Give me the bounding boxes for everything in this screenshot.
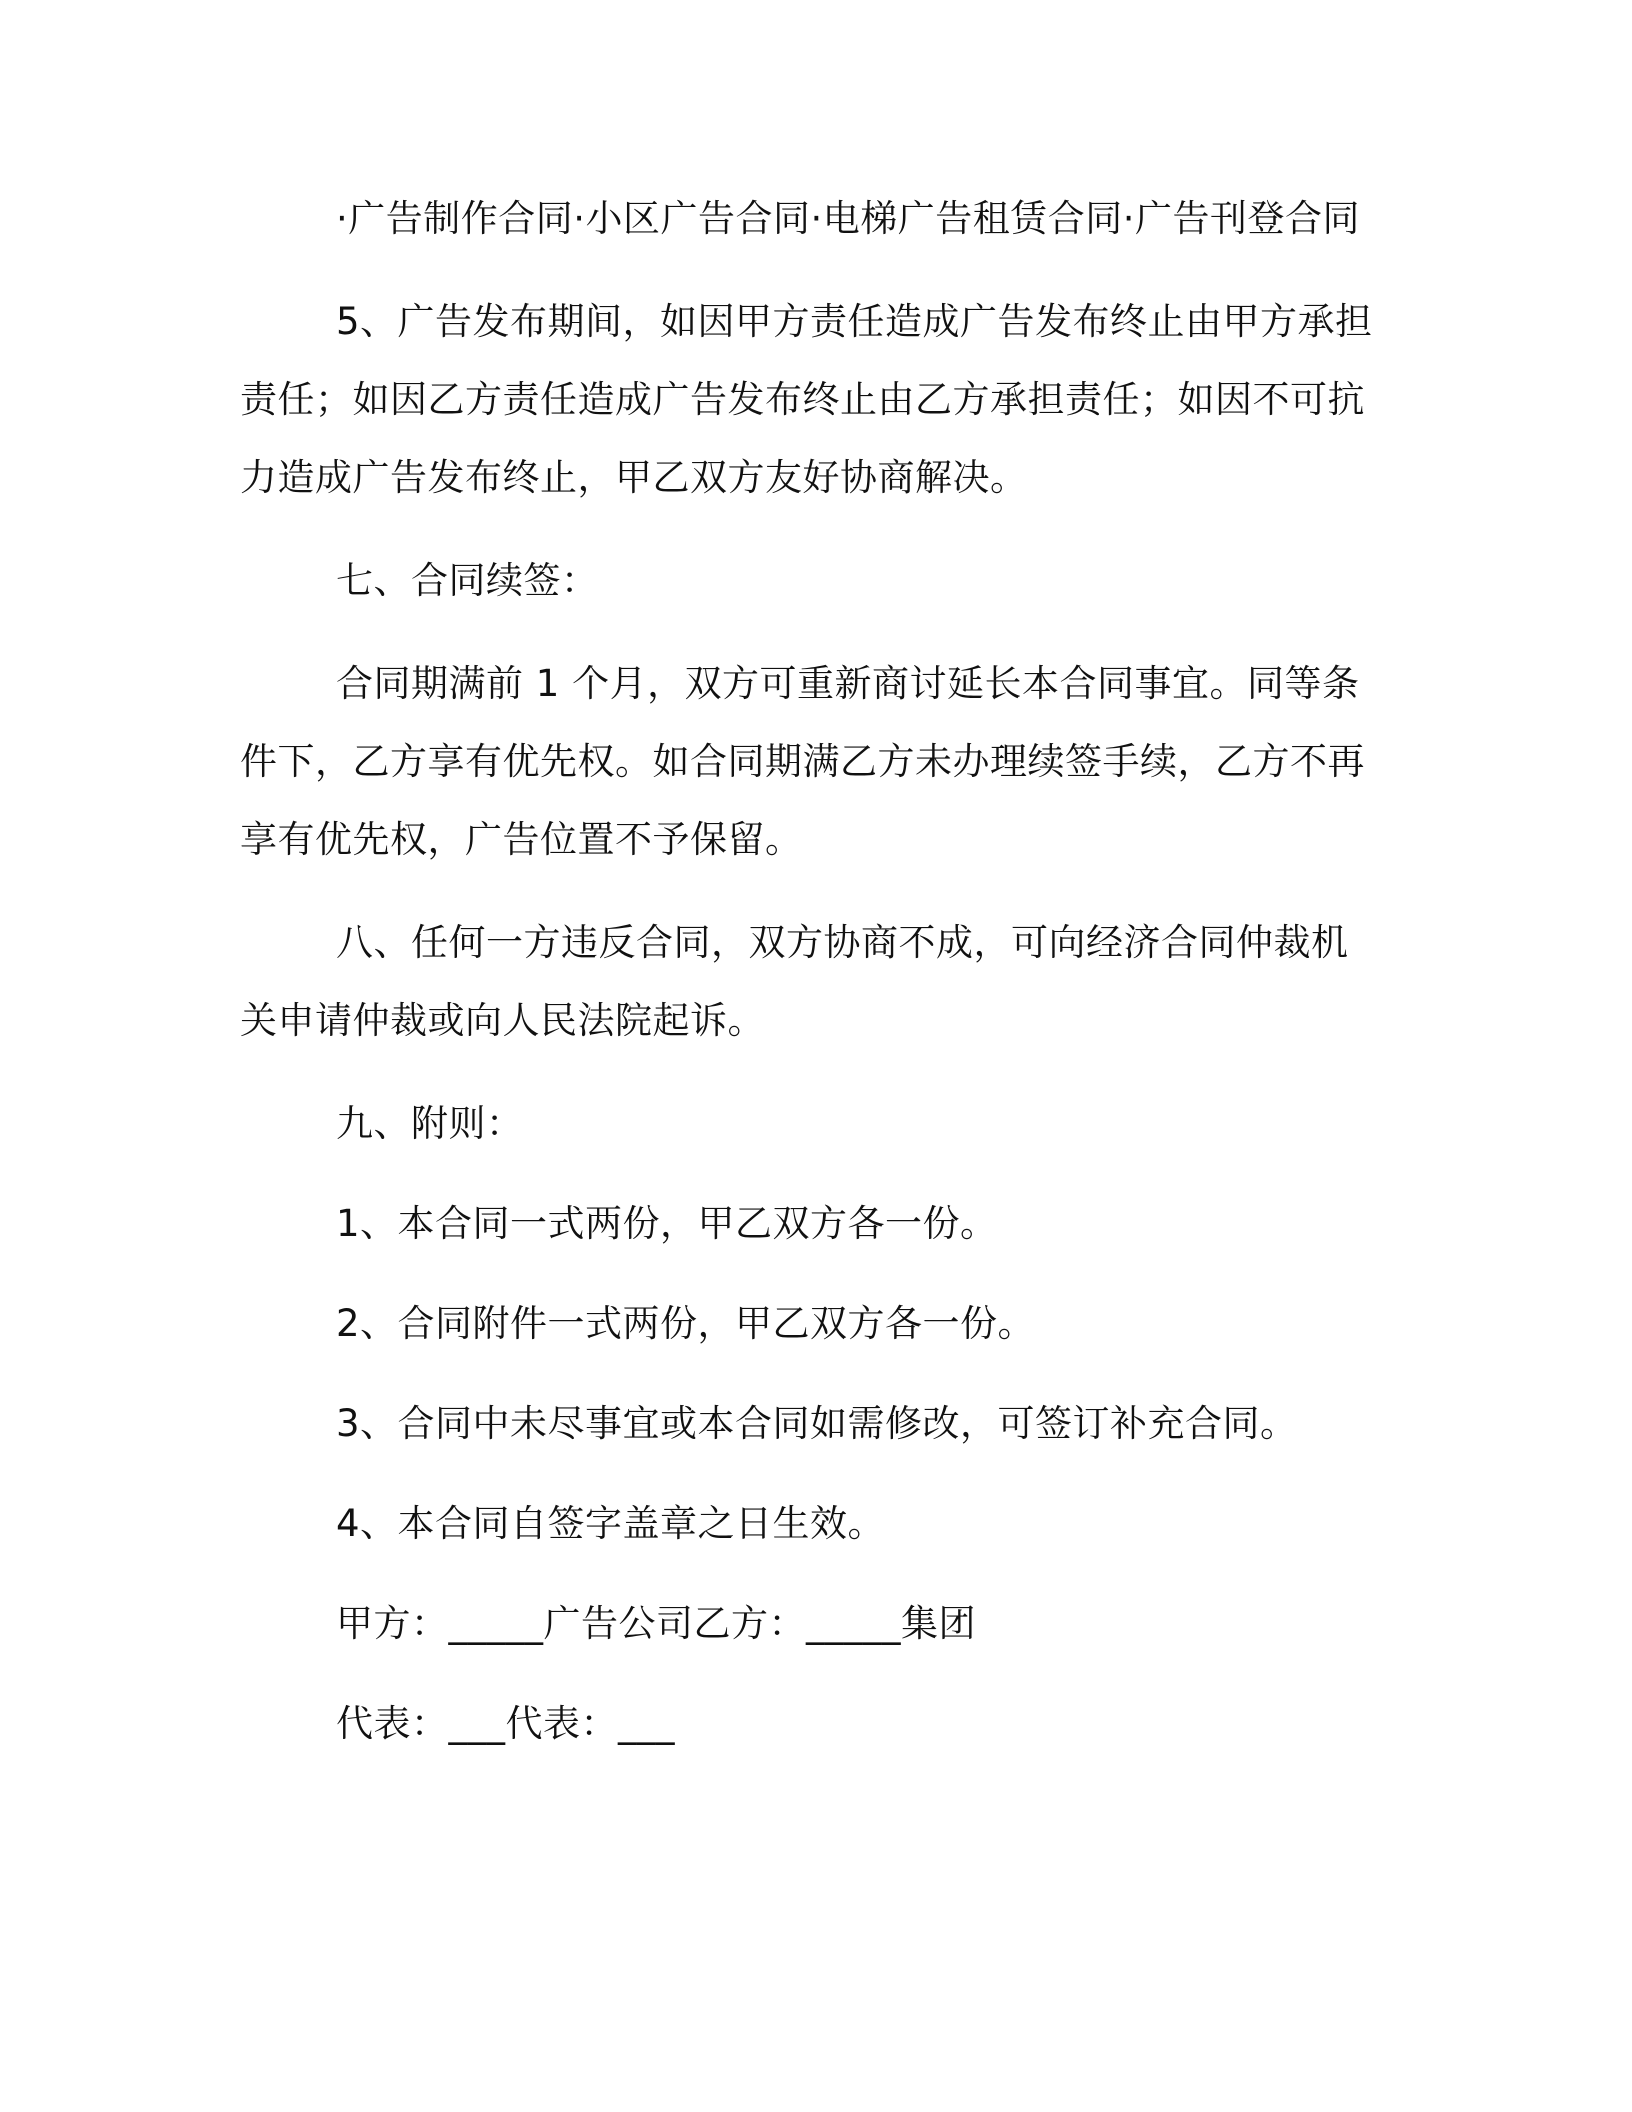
- section-7-heading: 七、合同续签：: [336, 559, 599, 602]
- clause-5: 5、广告发布期间，如因甲方责任造成广告发布终止由甲方承担责任；如因乙方责任造成广告发布终止由乙方承担责任；如因不可抗力造成广告发布终止，甲乙双方友好协商解决。: [240, 300, 1373, 499]
- signature-representatives: 代表：___代表：___: [336, 1702, 675, 1745]
- related-links-line: ·广告制作合同·小区广告合同·电梯广告租赁合同·广告刊登合同: [336, 197, 1361, 240]
- section-9-heading: 九、附则：: [336, 1102, 524, 1145]
- section-8: 八、任何一方违反合同，双方协商不成，可向经济合同仲裁机关申请仲裁或向人民法院起诉。: [240, 921, 1349, 1042]
- section-9-item: 1、本合同一式两份，甲乙双方各一份。: [336, 1202, 998, 1245]
- section-9-item: 4、本合同自签字盖章之日生效。: [336, 1502, 886, 1545]
- document-body: [240, 180, 1380, 1763]
- section-7-body: 合同期满前 1 个月，双方可重新商讨延长本合同事宜。同等条件下，乙方享有优先权。如合同期满乙方未办理续签手续，乙方不再享有优先权，广告位置不予保留。: [240, 662, 1365, 861]
- section-9-item: 2、合同附件一式两份，甲乙双方各一份。: [336, 1302, 1036, 1345]
- section-9-item: 3、合同中未尽事宜或本合同如需修改，可签订补充合同。: [336, 1402, 1298, 1445]
- signature-parties: 甲方：_____广告公司乙方：_____集团: [336, 1602, 976, 1645]
